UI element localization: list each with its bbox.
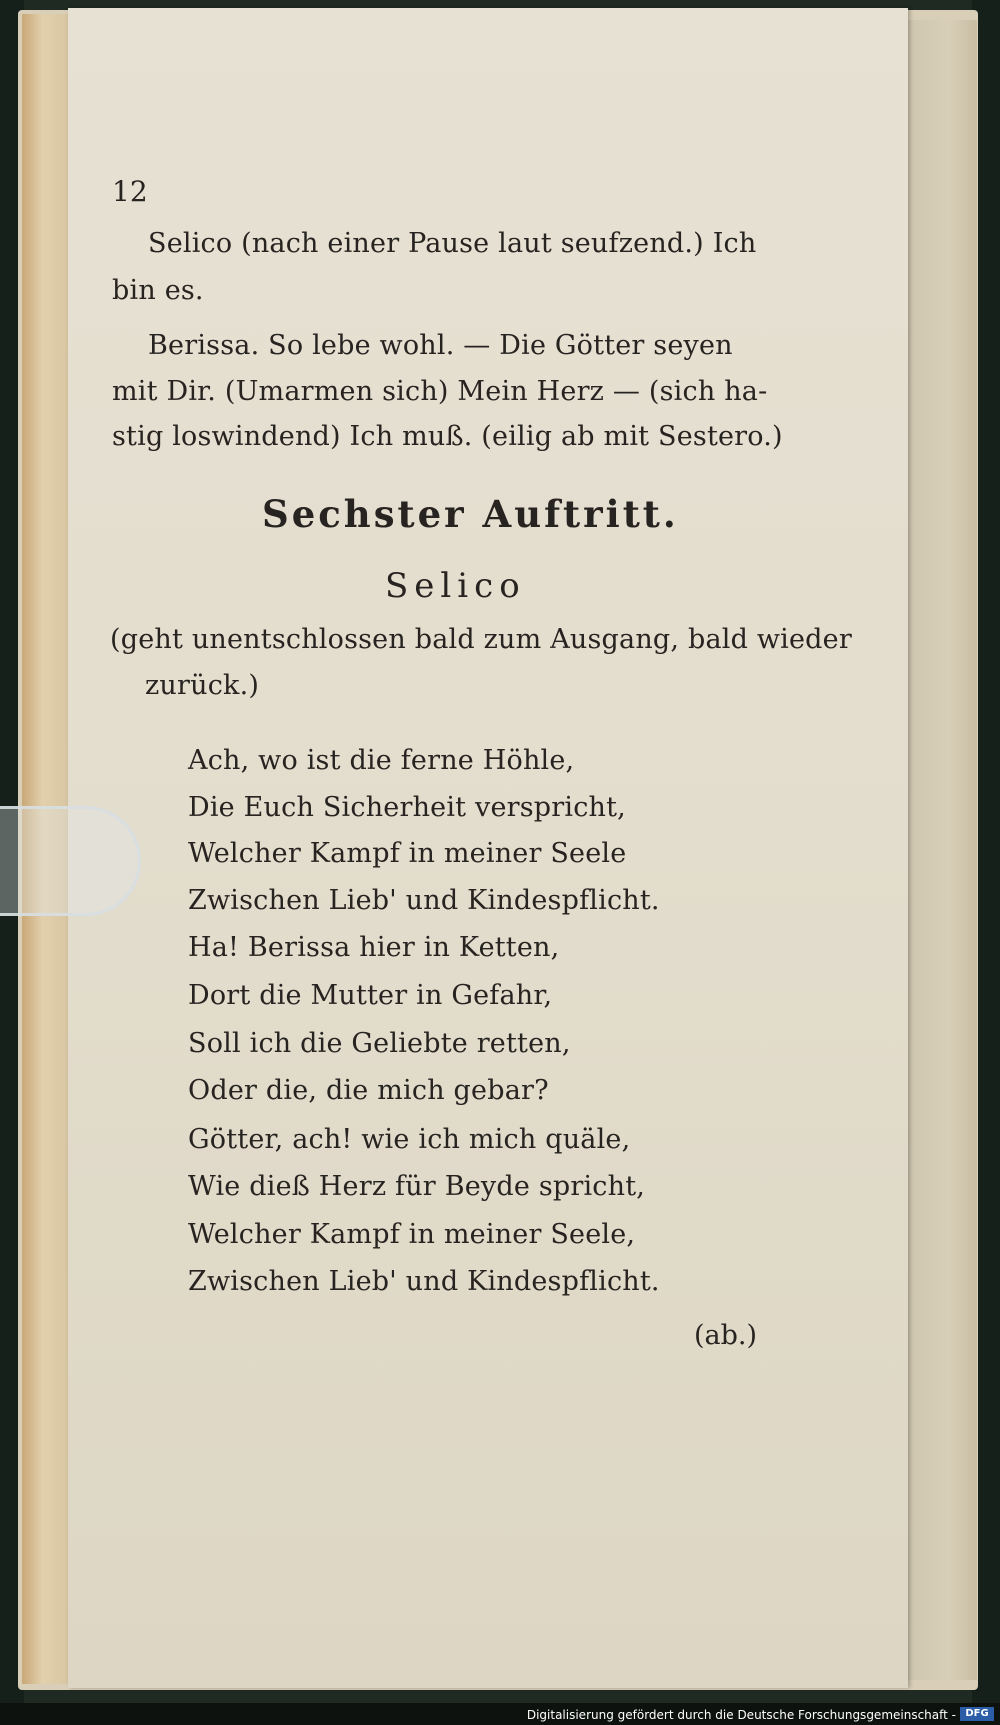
verse-line: Götter, ach! wie ich mich quäle, bbox=[188, 1124, 631, 1155]
verse-line: Ha! Berissa hier in Ketten, bbox=[188, 932, 560, 963]
stage-direction: zurück.) bbox=[145, 670, 260, 701]
verse-line: Soll ich die Geliebte retten, bbox=[188, 1028, 571, 1059]
character-name: Selico bbox=[385, 566, 526, 606]
verse-line: Die Euch Sicherheit verspricht, bbox=[188, 792, 626, 823]
stage-direction: (geht unentschlossen bald zum Ausgang, bald wieder bbox=[110, 624, 852, 655]
text-line: stig loswindend) Ich muß. (eilig ab mit Sestero.) bbox=[112, 421, 783, 452]
text-line: Selico (nach einer Pause laut seufzend.) Ich bbox=[148, 228, 757, 259]
facing-leaf-edge bbox=[906, 20, 977, 1680]
text-line: Berissa. So lebe wohl. — Die Götter seyen bbox=[148, 330, 733, 361]
dfg-logo-icon: DFG bbox=[960, 1707, 994, 1721]
verse-line: Welcher Kampf in meiner Seele, bbox=[188, 1219, 636, 1250]
verse-line: Zwischen Lieb' und Kindespflicht. bbox=[188, 885, 660, 916]
page-number: 12 bbox=[112, 175, 148, 208]
verse-line: Wie dieß Herz für Beyde spricht, bbox=[188, 1171, 646, 1202]
text-line: bin es. bbox=[112, 275, 204, 306]
verse-line: Dort die Mutter in Gefahr, bbox=[188, 980, 553, 1011]
page-clip bbox=[0, 806, 141, 916]
verse-line: Zwischen Lieb' und Kindespflicht. bbox=[188, 1266, 660, 1297]
exit-direction: (ab.) bbox=[694, 1320, 758, 1351]
verse-line: Oder die, die mich gebar? bbox=[188, 1075, 549, 1106]
text-line: mit Dir. (Umarmen sich) Mein Herz — (sich ha- bbox=[112, 376, 768, 407]
footer-credit: Digitalisierung gefördert durch die Deutsche Forschungsgemeinschaft - bbox=[526, 1708, 956, 1722]
verse-line: Ach, wo ist die ferne Höhle, bbox=[188, 745, 575, 776]
scene-heading: Sechster Auftritt. bbox=[262, 492, 679, 536]
verse-line: Welcher Kampf in meiner Seele bbox=[188, 838, 627, 869]
footer-bar bbox=[0, 1703, 1000, 1725]
